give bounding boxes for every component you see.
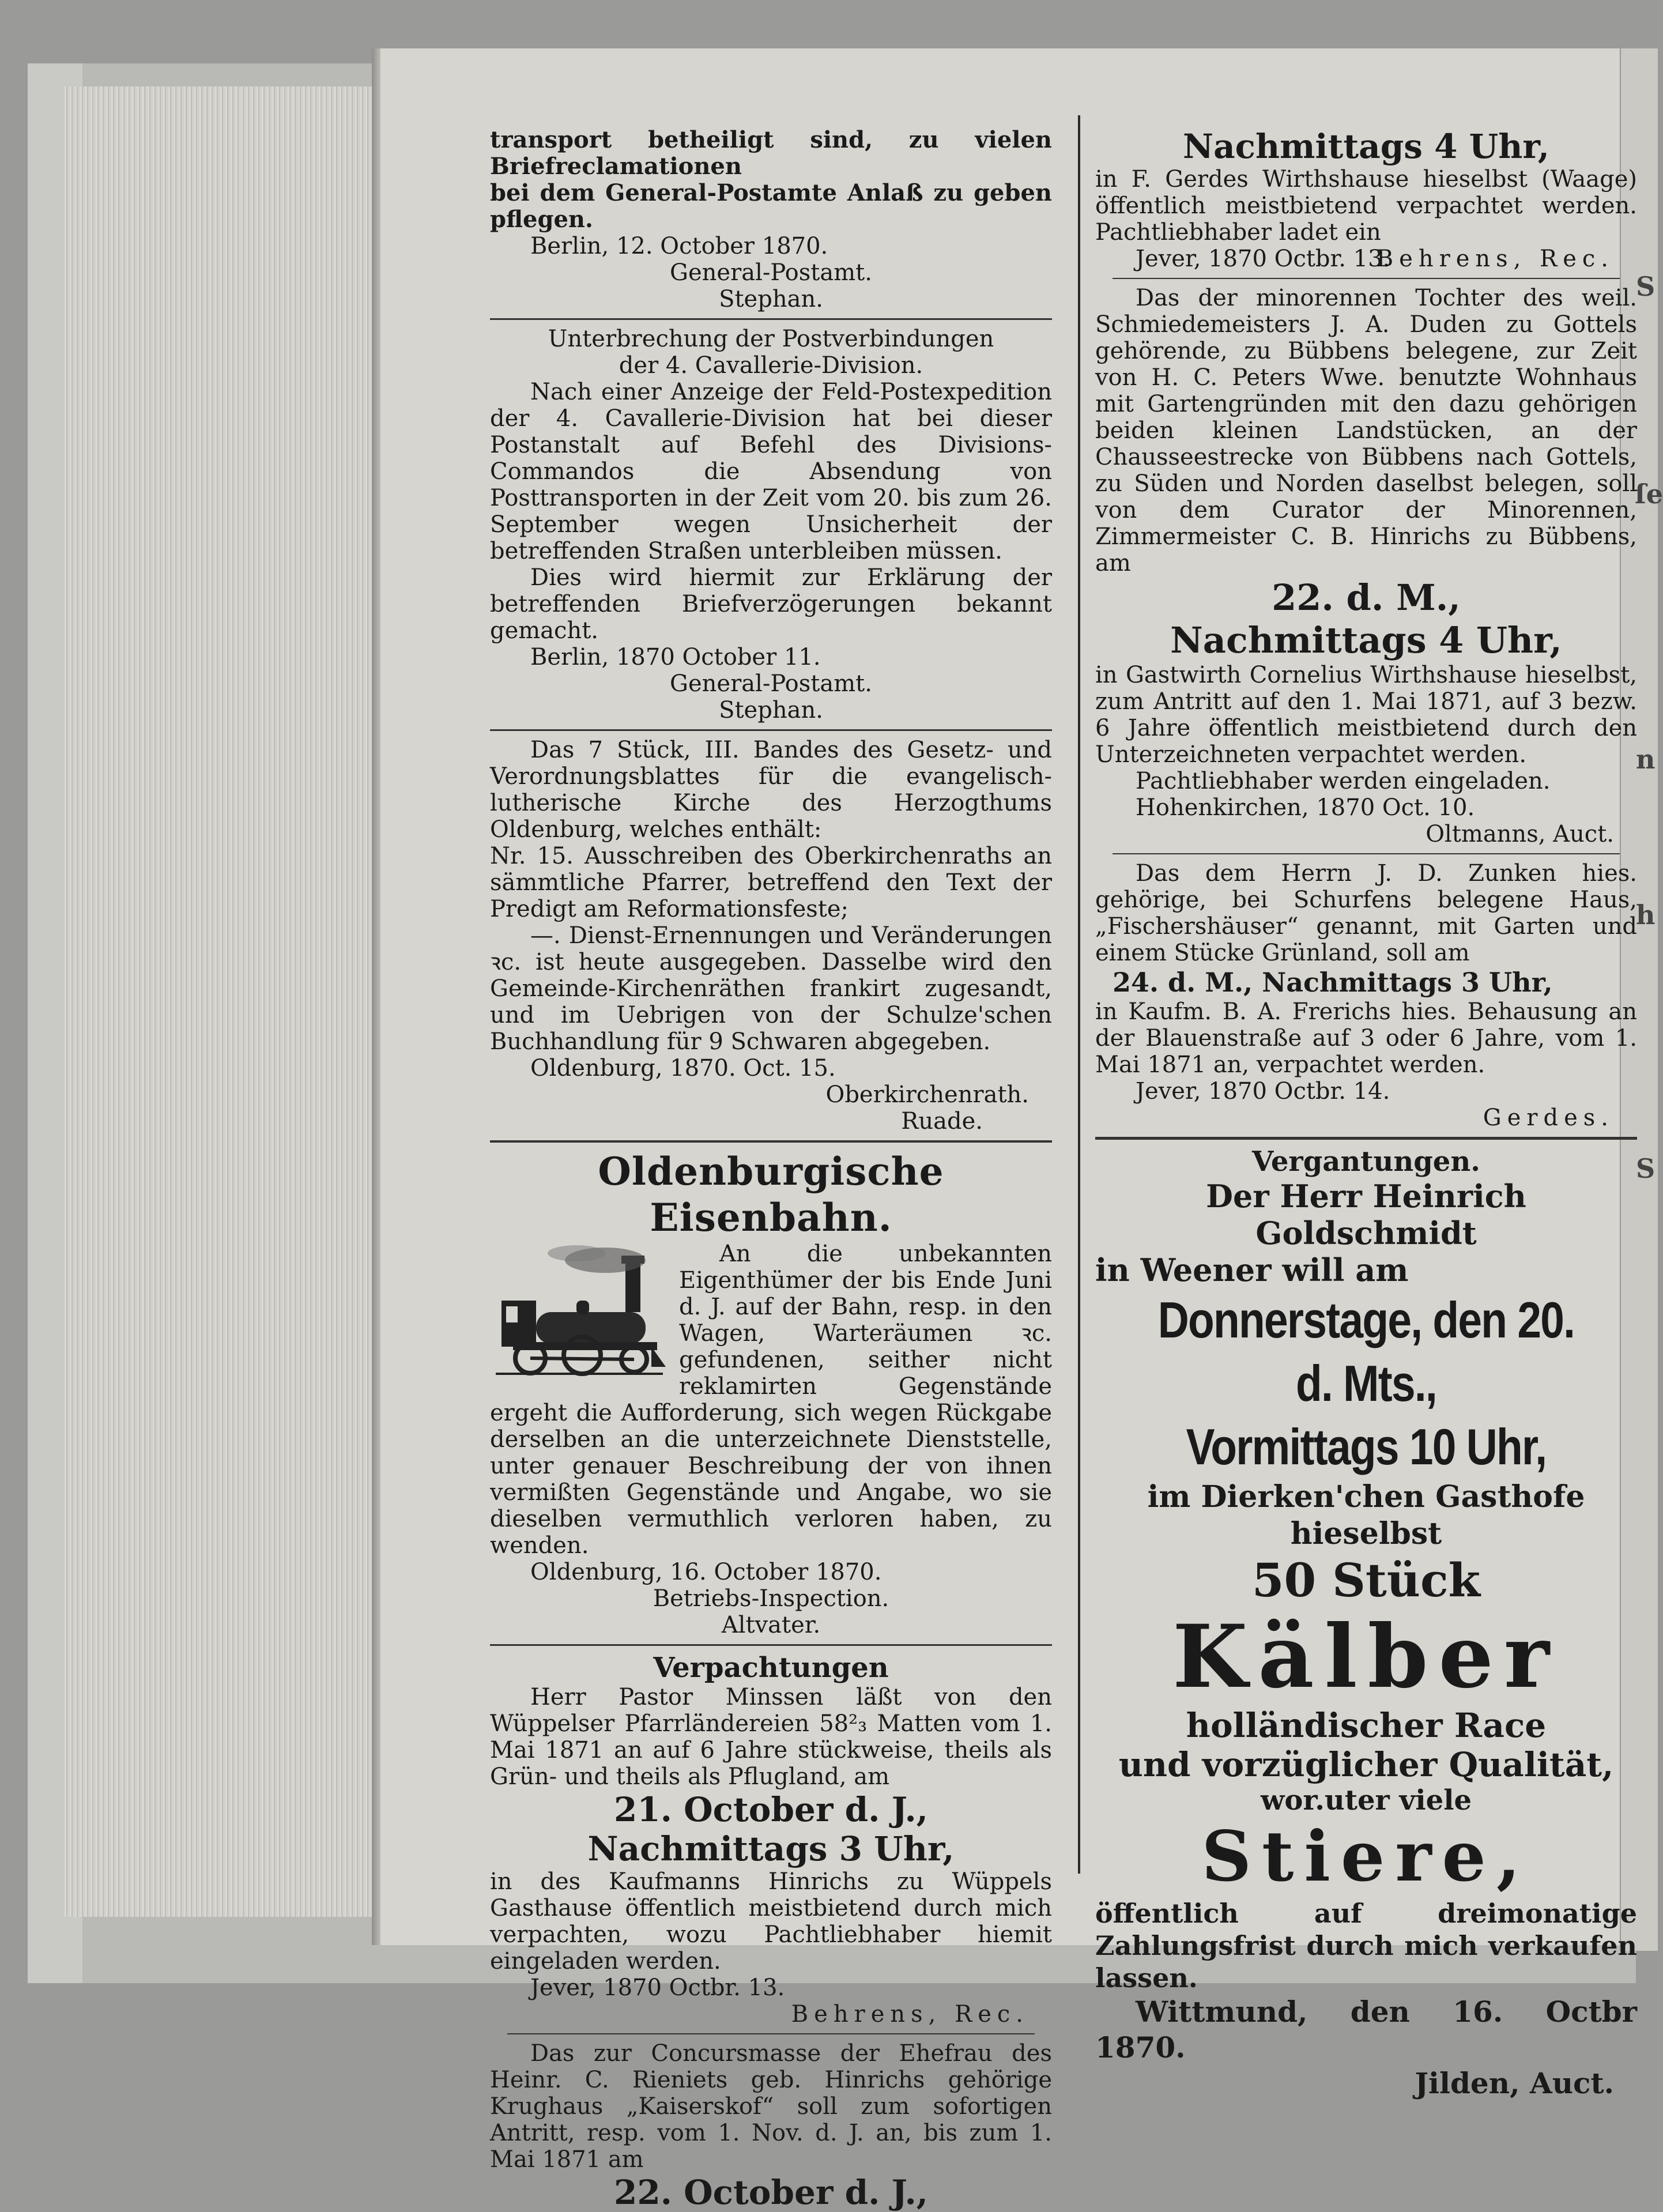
notice-date: Berlin, 1870 October 11. xyxy=(530,644,821,670)
lease-date: 24. d. M., Nachmittags 3 Uhr, xyxy=(1113,967,1553,998)
intro-signature: General-Postamt. xyxy=(670,259,872,286)
lease-body: Das der minorennen Tochter des weil. Schmiedemeisters J. A. Duden zu Gottels gehörende, zu Bübbens belegene, zur Zeit von H. C. Peters Wwe. benutzte Wohnhaus mit Gartengründen mit den dazu gehörigen beiden kleinen Landstücken, an der Chausseestrecke von Bübbens nach Gottels, zu Süden und Norden daselbst belegen, soll von dem Curator der Minorennen, Zimmermeister C. B. Hinrichs zu Bübbens, am xyxy=(1095,285,1637,576)
next-page-fragment: h xyxy=(1636,899,1656,930)
column-divider xyxy=(1078,115,1080,1874)
lease-time: Nachmittags 4 Uhr, xyxy=(1170,619,1562,661)
lease-body: Das zur Concursmasse der Ehefrau des Heinr. C. Rieniets geb. Hinrichs gehörige Krughaus „Kaiserskof“ soll zum sofortigen Antritt, resp. vom 1. Nov. d. J. an, bis zum 1. Mai 1871 am xyxy=(490,2040,1052,2173)
divider xyxy=(490,318,1052,320)
intro-line: transport betheiligt sind, zu vielen Briefreclamationen xyxy=(490,126,1052,180)
lease-invite: Pachtliebhaber werden eingeladen. xyxy=(1136,768,1551,794)
lease-body: in Kaufm. B. A. Frerichs hies. Behausung an der Blauenstraße auf 3 oder 6 Jahre, vom 1. Mai 1871 an, verpachtet werden. xyxy=(1095,998,1637,1078)
lease-signature: Gerdes. xyxy=(1483,1105,1614,1131)
lease-time: Nachmittags 3 Uhr, xyxy=(587,1829,955,1868)
lease-body: in F. Gerdes Wirthshause hieselbst (Waage) öffentlich meistbietend verpachtet werden. Pachtliebhaber ladet ein xyxy=(1095,166,1637,246)
auction-quantity: 50 Stück xyxy=(1251,1553,1481,1607)
railway-body: An die unbekannten Eigenthümer der bis Ende Juni d. J. auf der Bahn, resp. in den Wagen, Warteräumen ꝛc. gefundenen, seither nicht reklamirten Gegenstände ergeht die Aufforderung, sich wegen Rückgabe derselben an die unterzeichnete Dienststelle, unter genauer Beschreibung der von ihnen vermißten Gegenstände und Angabe, wo sie dieselben vermuthlich verloren haben, zu wenden. xyxy=(490,1241,1052,1559)
lease-date-line: Jever, 1870 Octbr. 14. xyxy=(1136,1078,1390,1105)
lease-date: 22. October d. J., xyxy=(614,2173,928,2212)
divider xyxy=(490,1140,1052,1143)
notice-signature: Ruade. xyxy=(901,1108,983,1135)
locomotive-illustration xyxy=(490,1243,669,1376)
notice-date: Oldenburg, 1870. Oct. 15. xyxy=(530,1055,836,1081)
auction-time: Vormittags 10 Uhr, xyxy=(1186,1418,1547,1475)
divider xyxy=(490,1644,1052,1646)
lease-body: Das dem Herrn J. D. Zunken hies. gehörige, bei Schurfens belegene Haus, „Fischershäuser“ genannt, mit Garten und einem Stücke Grünland, soll am xyxy=(1095,860,1637,966)
next-page-fragment: S xyxy=(1636,271,1656,302)
divider xyxy=(1113,853,1620,854)
auction-signature: Jilden, Auct. xyxy=(1415,2066,1614,2100)
divider xyxy=(490,729,1052,731)
lease-date-line: Hohenkirchen, 1870 Oct. 10. xyxy=(1136,794,1475,821)
divider xyxy=(1113,278,1620,279)
intro-line: bei dem General-Postamte Anlaß zu geben pflegen. xyxy=(490,179,1052,233)
railway-date: Oldenburg, 16. October 1870. xyxy=(530,1559,882,1585)
auction-item: Kälber xyxy=(1172,1606,1560,1708)
page-edges xyxy=(65,86,377,1917)
divider xyxy=(507,2033,1035,2034)
railway-signature: Betriebs-Inspection. xyxy=(653,1585,889,1612)
divider xyxy=(1095,1137,1637,1140)
lease-body: in des Kaufmanns Hinrichs zu Wüppels Gasthause öffentlich meistbietend durch mich verpachten, wozu Pachtliebhaber hiemit eingeladen werden. xyxy=(490,1868,1052,1974)
auction-line: und vorzüglicher Qualität, xyxy=(1118,1745,1614,1784)
intro-date: Berlin, 12. October 1870. xyxy=(530,233,828,259)
lease-date: 21. October d. J., xyxy=(614,1790,928,1829)
lease-body: in Gastwirth Cornelius Wirthshause hieselbst, zum Antritt auf den 1. Mai 1871, auf 3 bezw. 6 Jahre öffentlich meistbietend durch den Unterzeichneten verpachtet werden. xyxy=(1095,662,1637,768)
lease-time: Nachmittags 4 Uhr, xyxy=(1183,127,1549,166)
auction-line: wor.uter viele xyxy=(1261,1784,1472,1817)
next-page-fragment: ſe xyxy=(1635,478,1663,510)
auction-line: öffentlich auf dreimonatige Zahlungsfrist durch mich verkaufen lassen. xyxy=(1095,1898,1637,1994)
right-column xyxy=(1095,127,1637,2101)
section-header: Vergantungen. xyxy=(1252,1145,1480,1178)
lease-signature: Oltmanns, Auct. xyxy=(1426,821,1614,847)
notice-signature: General-Postamt. xyxy=(670,670,872,697)
left-column xyxy=(490,127,1052,2212)
auction-line: Der Herr Heinrich Goldschmidt xyxy=(1206,1178,1526,1252)
auction-line: holländischer Race xyxy=(1186,1706,1547,1745)
lease-date-line: Jever, 1870 Octbr. 13. xyxy=(1136,246,1390,272)
notice-body: Nach einer Anzeige der Feld-Postexpedition der 4. Cavallerie-Division hat bei dieser Postanstalt auf Befehl des Divisions-Commandos die Absendung von Posttransporten in der Zeit vom 20. bis zum 26. September wegen Unsicherheit der betreffenden Straßen unterbleiben müssen. xyxy=(490,379,1052,564)
section-header: Verpachtungen xyxy=(653,1652,889,1684)
notice-title: der 4. Cavallerie-Division. xyxy=(619,352,923,379)
auction-date: Donnerstage, den 20. d. Mts., xyxy=(1157,1291,1575,1412)
next-page-fragment: n xyxy=(1636,744,1656,775)
auction-date-line: Wittmund, den 16. Octbr 1870. xyxy=(1095,1995,1637,2064)
auction-line: in Weener will am xyxy=(1095,1252,1409,1288)
railway-title: Oldenburgische Eisenbahn. xyxy=(598,1149,944,1240)
notice-signature: Stephan. xyxy=(719,697,823,723)
auction-line: im Dierken'chen Gasthofe hieselbst xyxy=(1147,1479,1585,1551)
notice-item: —. Dienst-Ernennungen und Veränderungen ꝛc. ist heute ausgegeben. Dasselbe wird den Gemeinde-Kirchenräthen frankirt zugesandt, und im Uebrigen von der Schulze'schen Buchhandlung für 9 Schwaren abgegeben. xyxy=(490,922,1052,1055)
auction-item: Stiere, xyxy=(1201,1816,1531,1897)
intro-signature: Stephan. xyxy=(719,286,823,312)
notice-item: Nr. 15. Ausschreiben des Oberkirchenraths an sämmtliche Pfarrer, betreffend den Text der Predigt am Reformationsfeste; xyxy=(490,843,1052,922)
notice-signature: Oberkirchenrath. xyxy=(825,1081,1029,1108)
notice-body: Dies wird hiermit zur Erklärung der betreffenden Briefverzögerungen bekannt gemacht. xyxy=(490,564,1052,644)
lease-date-line: Jever, 1870 Octbr. 13. xyxy=(530,1974,785,2001)
lease-date: 22. d. M., xyxy=(1272,576,1461,619)
next-page-fragment: S xyxy=(1636,1153,1656,1184)
lease-body: Herr Pastor Minssen läßt von den Wüppelser Pfarrländereien 58²₃ Matten vom 1. Mai 1871 an auf 6 Jahre stückweise, theils als Grün- und theils als Pflugland, am xyxy=(490,1684,1052,1790)
railway-signature: Altvater. xyxy=(721,1612,821,1638)
notice-title: Unterbrechung der Postverbindungen xyxy=(548,326,994,352)
notice-body: Das 7 Stück, III. Bandes des Gesetz- und Verordnungsblattes für die evangelisch-lutherische Kirche des Herzogthums Oldenburg, welches enthält: xyxy=(490,737,1052,843)
lease-signature: Behrens, Rec. xyxy=(791,2001,1029,2028)
lease-signature: Behrens, Rec. xyxy=(1376,246,1614,272)
